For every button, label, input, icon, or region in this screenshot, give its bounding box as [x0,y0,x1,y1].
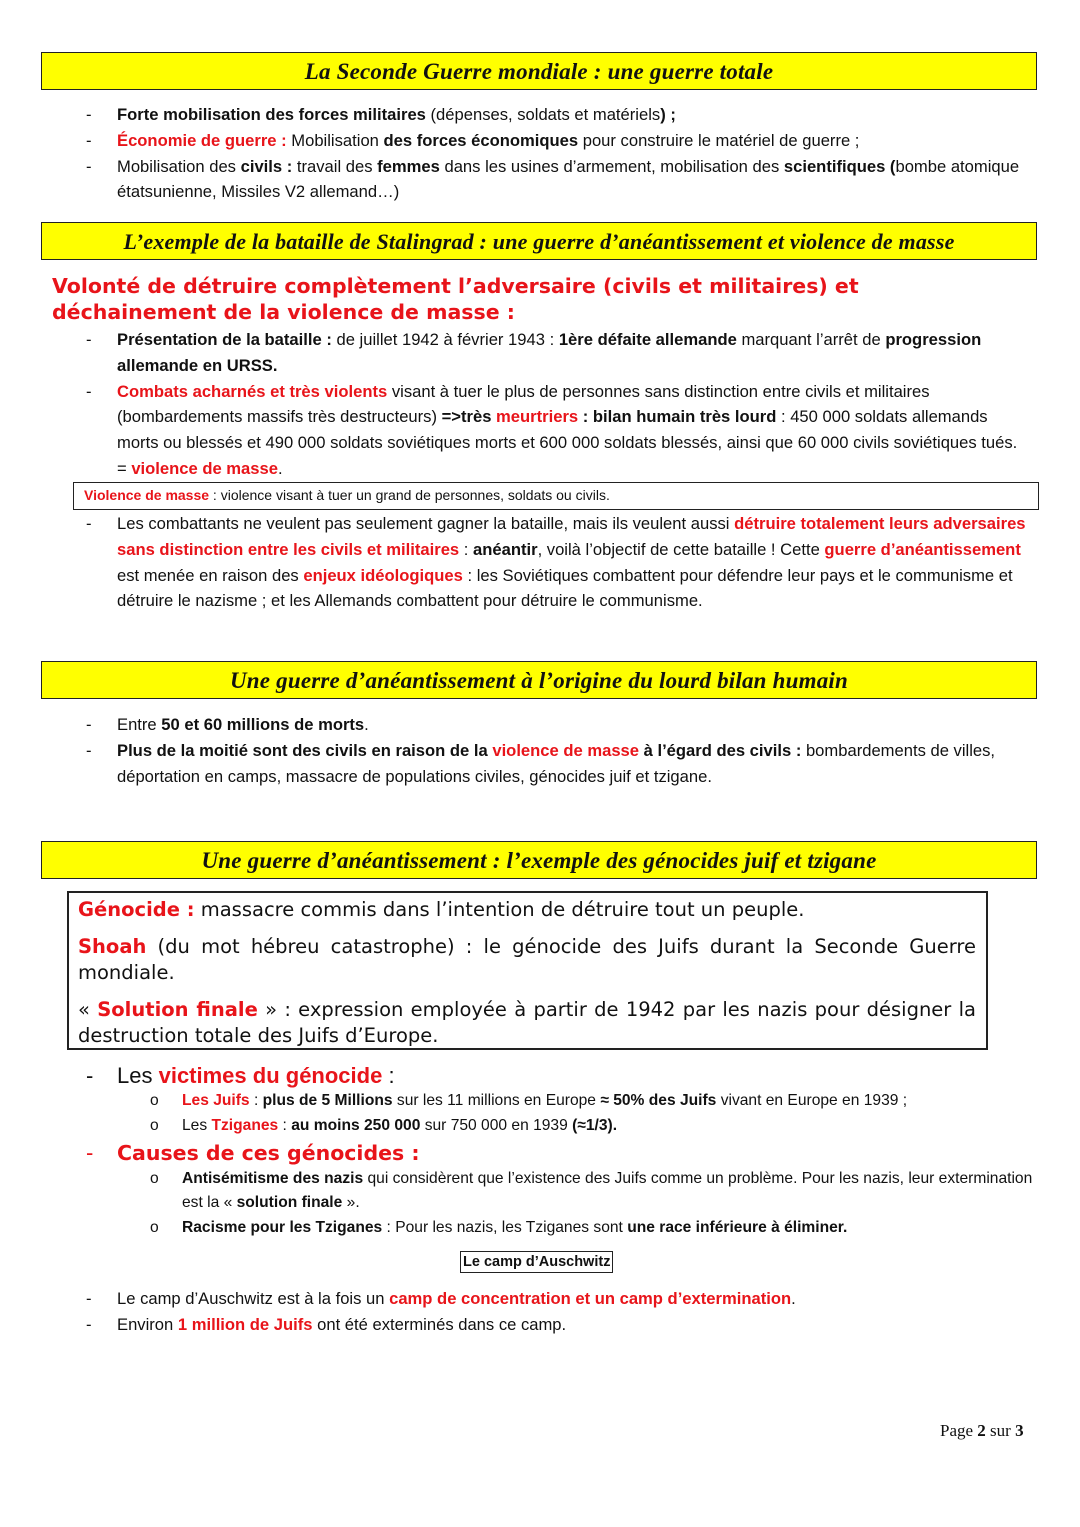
sub-item [0,1114,1080,1139]
highlight-text: victimes du génocide [158,1063,383,1088]
text: est menée en raison des [117,565,304,585]
definitions-box [67,891,988,1050]
text: Entre [117,715,162,734]
definition-solution-finale [78,997,976,1049]
dash: - [86,330,92,349]
rich-text [117,741,995,786]
text: : [278,1116,292,1134]
total-pages: 3 [1015,1421,1024,1440]
bold-text: Antisémitisme des nazis [182,1169,364,1187]
rich-text [117,382,1017,478]
sub-item [0,1167,1080,1217]
dash: - [86,715,92,734]
text: marquant l’arrêt de [736,330,886,349]
bullets-stalingrad [0,327,1080,482]
text: pour construire le matériel de guerre ; [578,130,860,150]
text: : violence visant à tuer un grand de personnes, soldats ou civils. [209,487,610,503]
rich-text [78,998,976,1047]
bold-text: au moins 250 000 [291,1116,421,1134]
text: dans les usines d’armement, mobilisation des [439,156,784,176]
highlight-text: enjeux idéologiques [303,565,463,585]
bold-text: solution finale [236,1194,343,1212]
bold-text: scientifiques ( [783,156,896,176]
rich-text [117,105,676,124]
rich-text [117,1289,796,1308]
dash: - [86,130,92,150]
dash: - [86,1314,92,1334]
highlight-text: Tziganes [211,1116,279,1134]
highlight-text: Les Juifs [182,1092,250,1109]
sub-item [0,1089,1080,1114]
highlight-text: 1 million de Juifs [177,1314,313,1334]
stalingrad-heading: Volonté de détruire complètement l’adversaire (civils et militaires) et déchainement de la violence de masse : [52,274,859,324]
list-item [0,379,1080,482]
section-header-stalingrad: L’exemple de la bataille de Stalingrad : une guerre d’anéantissement et violence de masse [41,222,1037,260]
list-item [0,128,1080,154]
text: : [459,539,473,559]
dash: - [86,514,92,533]
victimes-section [0,1062,1080,1241]
text: Mobilisation des [117,156,241,176]
bold-text: =>très [441,407,497,427]
sub-item [0,1216,1080,1241]
circle-bullet-icon: o [150,1219,159,1237]
bold-text: ≈ 50% des Juifs [600,1092,717,1109]
circle-bullet-icon: o [150,1169,159,1187]
bold-text: Racisme pour les Tziganes [182,1219,383,1237]
dash: - [86,1063,94,1088]
definition-shoah [78,934,976,986]
text: bombe atomique étatsunienne, Missiles V2 allemand…) [117,156,1020,202]
text: (dépenses, soldats et matériels [425,105,661,124]
text: Les [182,1116,212,1134]
list-item [0,511,1080,614]
list-item [0,327,1080,379]
bold-text: anéantir [473,539,538,559]
circle-bullet-icon: o [150,1092,159,1109]
rich-text [182,1092,907,1109]
rich-text [117,1315,566,1334]
causes-title [0,1139,1080,1167]
text: ont été exterminés dans ce camp. [312,1314,567,1334]
highlight-text: meurtriers [496,407,579,427]
bold-text: 1ère défaite allemande [558,330,737,349]
text: Les combattants ne veulent pas seulement gagner la bataille, mais ils veulent aussi [117,514,735,533]
highlight-text: Solution finale [97,998,258,1021]
text: Les [117,1063,159,1088]
section-header-guerre-totale: La Seconde Guerre mondiale : une guerre totale [41,52,1037,90]
text: : [249,1092,263,1109]
text: qui considèrent que l’existence des Juifs comme un problème. Pour les nazis, leur extermination est la « [182,1169,1033,1212]
highlight-text: détruire totalement leurs adversaires sans distinction entre les civils et militaires [117,514,1026,559]
bold-text: Plus de la moitié sont des civils en raison de la [117,740,493,760]
bold-text: plus de 5 Millions [262,1092,393,1109]
rich-text [78,935,976,984]
bold-text: : bilan humain très lourd [578,407,777,427]
bold-text: progression allemande en URSS. [117,330,982,375]
bold-text: une race inférieure à éliminer. [627,1219,848,1237]
text: visant à tuer le plus de personnes sans distinction entre civils et militaires (bombardements massifs très destructeurs) [117,381,930,427]
bold-text: des forces économiques [383,130,579,150]
highlight-text: Combats acharnés et très violents [117,381,388,401]
list-item [0,738,1080,790]
page-word: Page [940,1421,974,1440]
definition-violence-de-masse [73,482,1039,510]
rich-text [117,1063,395,1088]
dash: - [86,740,92,760]
auschwitz-label: Le camp d’Auschwitz [460,1251,613,1273]
circle-bullet-icon: o [150,1116,159,1134]
text: Le camp d’Auschwitz est à la fois un [117,1289,390,1308]
bold-text: ) ; [660,105,676,124]
bold-text: 50 et 60 millions de morts [161,715,365,734]
text: de juillet 1942 à février 1943 : [331,330,559,349]
text: bombardements de villes, déportation en camps, massacre de populations civiles, génocides juif et tzigane. [117,740,996,786]
bold-text: femmes [377,156,440,176]
text: ». [342,1194,360,1212]
text: , voilà l’objectif de cette bataille ! Cette [537,539,825,559]
definition-genocide [78,897,976,923]
dash: - [86,1139,94,1165]
highlight-text: Génocide : [78,898,195,921]
text: sur les 11 millions en Europe [392,1092,601,1109]
text: . [364,715,369,734]
rich-text [117,715,369,734]
page-number [940,1421,1024,1441]
rich-text [182,1170,1032,1212]
text: massacre commis dans l’intention de détruire tout un peuple. [194,898,805,921]
text: sur 750 000 en 1939 [420,1116,573,1134]
highlight-text: camp de concentration et un camp d’extermination [389,1289,792,1308]
text: travail des [292,156,378,176]
bold-text: Forte mobilisation des forces militaires [117,105,426,124]
bullets-guerre-totale [0,102,1080,205]
rich-text [117,157,1019,202]
bold-text: Présentation de la bataille : [117,330,332,349]
bullets-bilan [0,712,1080,789]
rich-text [117,514,1026,610]
text: « [78,998,98,1021]
highlight-text: violence de masse [492,740,640,760]
section-header-genocides: Une guerre d’anéantissement : l’exemple des génocides juif et tzigane [41,841,1037,879]
dash: - [86,105,92,124]
bold-text: à l’égard des civils : [639,740,802,760]
bullets-auschwitz [0,1286,1080,1338]
rich-text [78,898,804,921]
rich-text [117,330,981,375]
text: » : expression employée à partir de 1942 par les nazis pour désigner la destruction totale des Juifs d’Europe. [78,998,976,1047]
text: Environ [117,1314,178,1334]
dash: - [86,1289,92,1308]
victimes-title [0,1062,1080,1089]
bold-text: civils : [240,156,293,176]
rich-text [182,1117,617,1134]
list-item [0,712,1080,738]
text: (du mot hébreu catastrophe) : le génocide des Juifs durant la Seconde Guerre mondiale. [78,935,976,984]
rich-text [117,131,859,150]
text: : [382,1063,395,1088]
current-page: 2 [977,1421,986,1440]
highlight-text: Violence de masse [84,487,210,503]
rich-text [182,1219,847,1236]
text: : Pour les nazis, les Tziganes sont [382,1219,628,1237]
bold-text: (≈1/3). [572,1116,618,1134]
list-item [0,1286,1080,1312]
causes-title-text: Causes de ces génocides : [117,1140,420,1165]
text: . [791,1289,796,1308]
bullets-aneantissement [0,511,1080,614]
highlight-text: Économie de guerre : [117,130,287,150]
text: Mobilisation [286,130,384,150]
section-header-bilan: Une guerre d’anéantissement à l’origine du lourd bilan humain [41,661,1037,699]
dash: - [86,381,92,401]
dash: - [86,156,92,176]
list-item [0,1312,1080,1338]
list-item [0,154,1080,206]
of-word: sur [990,1421,1011,1440]
highlight-text: guerre d’anéantissement [824,539,1021,559]
rich-text [84,487,610,503]
text: vivant en Europe en 1939 ; [716,1092,908,1109]
text: . [277,458,283,478]
text: : 450 000 soldats allemands morts ou blessés et 490 000 soldats soviétiques morts et 600 000 soldats blessés, ainsi que 60 000 civils soviétiques tués. = [117,407,1018,478]
text: : les Soviétiques combattent pour défendre leur pays et le communisme et détruire le nazisme ; et les Allemands combattent pour détruire le communisme. [117,565,1013,611]
highlight-text: violence de masse [131,458,278,478]
highlight-text: Shoah [78,935,147,958]
list-item [0,102,1080,128]
